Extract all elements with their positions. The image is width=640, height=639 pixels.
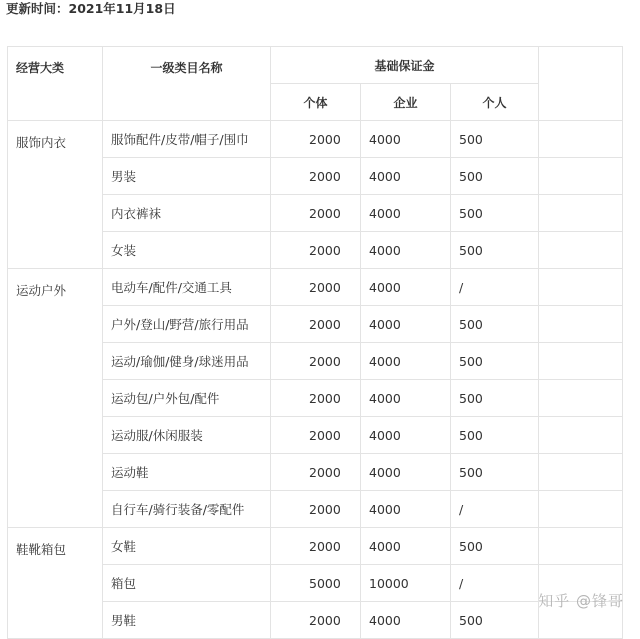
- personal-deposit-cell: 500: [451, 306, 539, 343]
- subcategory-cell: 自行车/骑行装备/零配件: [103, 491, 271, 528]
- enterprise-deposit-cell: 4000: [361, 602, 451, 639]
- empty-cell: [539, 121, 623, 158]
- subcategory-cell: 男装: [103, 158, 271, 195]
- empty-cell: [539, 417, 623, 454]
- category-cell: 鞋靴箱包: [8, 528, 103, 639]
- deposit-table-body: [8, 47, 623, 639]
- header-deposit: 基础保证金: [271, 47, 539, 84]
- individual-deposit-cell: 2000: [271, 269, 361, 306]
- table-row: [8, 528, 623, 565]
- subcategory-cell: 女鞋: [103, 528, 271, 565]
- header-individual: 个体: [271, 84, 361, 121]
- subcategory-cell: 运动鞋: [103, 454, 271, 491]
- table-row: [8, 121, 623, 158]
- personal-deposit-cell: 500: [451, 454, 539, 491]
- empty-cell: [539, 380, 623, 417]
- individual-deposit-cell: 5000: [271, 565, 361, 602]
- table-row: [8, 269, 623, 306]
- personal-deposit-cell: 500: [451, 195, 539, 232]
- subcategory-cell: 箱包: [103, 565, 271, 602]
- subcategory-cell: 服饰配件/皮带/帽子/围巾: [103, 121, 271, 158]
- header-empty-cell: [539, 47, 623, 121]
- personal-deposit-cell: 500: [451, 602, 539, 639]
- personal-deposit-cell: 500: [451, 417, 539, 454]
- subcategory-cell: 户外/登山/野营/旅行用品: [103, 306, 271, 343]
- subcategory-cell: 运动服/休闲服装: [103, 417, 271, 454]
- enterprise-deposit-cell: 4000: [361, 454, 451, 491]
- enterprise-deposit-cell: 4000: [361, 306, 451, 343]
- header-row: [8, 47, 623, 84]
- enterprise-deposit-cell: 4000: [361, 121, 451, 158]
- empty-cell: [539, 343, 623, 380]
- individual-deposit-cell: 2000: [271, 306, 361, 343]
- personal-deposit-cell: 500: [451, 232, 539, 269]
- individual-deposit-cell: 2000: [271, 454, 361, 491]
- subcategory-cell: 女装: [103, 232, 271, 269]
- header-enterprise: 企业: [361, 84, 451, 121]
- personal-deposit-cell: /: [451, 565, 539, 602]
- enterprise-deposit-cell: 4000: [361, 343, 451, 380]
- subcategory-cell: 男鞋: [103, 602, 271, 639]
- empty-cell: [539, 306, 623, 343]
- empty-cell: [539, 528, 623, 565]
- header-personal: 个人: [451, 84, 539, 121]
- subcategory-cell: 内衣裤袜: [103, 195, 271, 232]
- individual-deposit-cell: 2000: [271, 380, 361, 417]
- deposit-table: [7, 46, 623, 639]
- personal-deposit-cell: 500: [451, 528, 539, 565]
- individual-deposit-cell: 2000: [271, 602, 361, 639]
- individual-deposit-cell: 2000: [271, 232, 361, 269]
- category-cell: 服饰内衣: [8, 121, 103, 269]
- individual-deposit-cell: 2000: [271, 158, 361, 195]
- empty-cell: [539, 158, 623, 195]
- enterprise-deposit-cell: 4000: [361, 417, 451, 454]
- empty-cell: [539, 269, 623, 306]
- enterprise-deposit-cell: 4000: [361, 158, 451, 195]
- individual-deposit-cell: 2000: [271, 195, 361, 232]
- personal-deposit-cell: /: [451, 491, 539, 528]
- personal-deposit-cell: 500: [451, 343, 539, 380]
- empty-cell: [539, 232, 623, 269]
- individual-deposit-cell: 2000: [271, 491, 361, 528]
- enterprise-deposit-cell: 4000: [361, 528, 451, 565]
- enterprise-deposit-cell: 4000: [361, 269, 451, 306]
- personal-deposit-cell: 500: [451, 380, 539, 417]
- subcategory-cell: 运动包/户外包/配件: [103, 380, 271, 417]
- enterprise-deposit-cell: 4000: [361, 380, 451, 417]
- subcategory-cell: 电动车/配件/交通工具: [103, 269, 271, 306]
- category-cell: 运动户外: [8, 269, 103, 528]
- personal-deposit-cell: /: [451, 269, 539, 306]
- individual-deposit-cell: 2000: [271, 528, 361, 565]
- personal-deposit-cell: 500: [451, 121, 539, 158]
- individual-deposit-cell: 2000: [271, 121, 361, 158]
- individual-deposit-cell: 2000: [271, 417, 361, 454]
- enterprise-deposit-cell: 4000: [361, 491, 451, 528]
- header-subcategory: 一级类目名称: [103, 47, 271, 121]
- empty-cell: [539, 454, 623, 491]
- individual-deposit-cell: 2000: [271, 343, 361, 380]
- watermark: 知乎 @锋哥: [538, 592, 624, 610]
- enterprise-deposit-cell: 4000: [361, 195, 451, 232]
- update-time: 更新时间：2021年11月18日: [6, 1, 176, 16]
- empty-cell: [539, 491, 623, 528]
- personal-deposit-cell: 500: [451, 158, 539, 195]
- enterprise-deposit-cell: 10000: [361, 565, 451, 602]
- enterprise-deposit-cell: 4000: [361, 232, 451, 269]
- header-category: 经营大类: [8, 47, 103, 121]
- subcategory-cell: 运动/瑜伽/健身/球迷用品: [103, 343, 271, 380]
- empty-cell: [539, 195, 623, 232]
